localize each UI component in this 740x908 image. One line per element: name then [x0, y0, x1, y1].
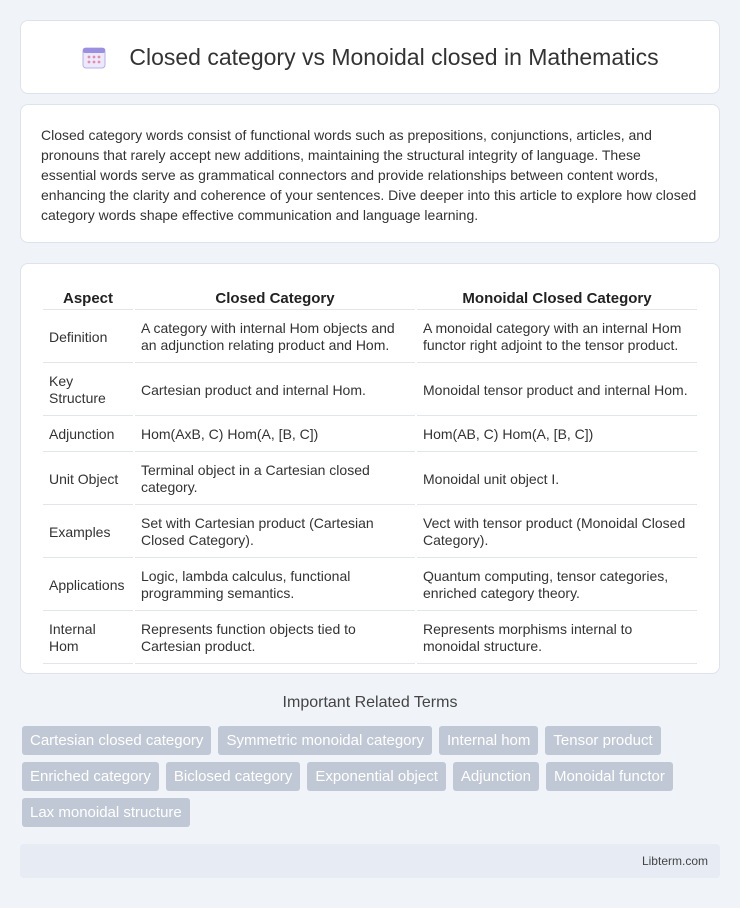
page-title: Closed category vs Monoidal closed in Mathematics [129, 43, 659, 70]
header-closed-category: Closed Category [135, 286, 415, 310]
row-monoidal-value: Hom(AB, C) Hom(A, [B, C]) [417, 418, 697, 452]
row-monoidal-value: Vect with tensor product (Monoidal Closed Category). [417, 507, 697, 558]
comparison-table [41, 284, 699, 666]
row-aspect: Unit Object [43, 454, 133, 505]
tag-adjunction[interactable]: Adjunction [453, 762, 539, 791]
calendar-grid-icon [81, 44, 107, 70]
table-row [43, 613, 697, 664]
table-row [43, 454, 697, 505]
row-monoidal-value: Quantum computing, tensor categories, enriched category theory. [417, 560, 697, 611]
row-closed-value: Set with Cartesian product (Cartesian Closed Category). [135, 507, 415, 558]
header-monoidal-closed-category: Monoidal Closed Category [417, 286, 697, 310]
table-row [43, 312, 697, 363]
title-card [20, 20, 720, 94]
row-closed-value: A category with internal Hom objects and an adjunction relating product and Hom. [135, 312, 415, 363]
row-aspect: Internal Hom [43, 613, 133, 664]
footer [20, 844, 720, 878]
tag-internal-hom[interactable]: Internal hom [439, 726, 538, 755]
footer-brand[interactable]: Libterm.com [641, 854, 708, 868]
table-row [43, 560, 697, 611]
row-monoidal-value: Monoidal tensor product and internal Hom. [417, 365, 697, 416]
row-closed-value: Logic, lambda calculus, functional programming semantics. [135, 560, 415, 611]
tag-biclosed-category[interactable]: Biclosed category [166, 762, 300, 791]
tag-symmetric-monoidal-category[interactable]: Symmetric monoidal category [218, 726, 432, 755]
tag-cartesian-closed-category[interactable]: Cartesian closed category [22, 726, 211, 755]
row-closed-value: Cartesian product and internal Hom. [135, 365, 415, 416]
related-terms-tags [22, 726, 722, 834]
row-monoidal-value: Represents morphisms internal to monoidal structure. [417, 613, 697, 664]
row-aspect: Key Structure [43, 365, 133, 416]
tag-tensor-product[interactable]: Tensor product [545, 726, 660, 755]
row-closed-value: Represents function objects tied to Cartesian product. [135, 613, 415, 664]
tag-exponential-object[interactable]: Exponential object [307, 762, 446, 791]
row-aspect: Examples [43, 507, 133, 558]
intro-text: Closed category words consist of functional words such as prepositions, conjunctions, articles, and pronouns that rarely accept new additions, maintaining the structural integrity of language. These essential words serve as grammatical connectors and provide relationships between content words, enhancing the clarity and coherence of your sentences. Dive deeper into this article to explore how closed category words shape effective communication and language learning. [41, 127, 697, 223]
comparison-table-card [20, 263, 720, 674]
table-row [43, 365, 697, 416]
related-terms-title: Important Related Terms [282, 694, 458, 711]
table-row [43, 418, 697, 452]
tag-enriched-category[interactable]: Enriched category [22, 762, 159, 791]
table-header-row [43, 286, 697, 310]
row-monoidal-value: A monoidal category with an internal Hom functor right adjoint to the tensor product. [417, 312, 697, 363]
tag-lax-monoidal-structure[interactable]: Lax monoidal structure [22, 798, 190, 827]
intro-card [20, 104, 720, 243]
header-aspect: Aspect [43, 286, 133, 310]
row-aspect: Adjunction [43, 418, 133, 452]
row-monoidal-value: Monoidal unit object I. [417, 454, 697, 505]
row-aspect: Applications [43, 560, 133, 611]
row-aspect: Definition [43, 312, 133, 363]
tag-monoidal-functor[interactable]: Monoidal functor [546, 762, 673, 791]
table-row [43, 507, 697, 558]
row-closed-value: Terminal object in a Cartesian closed category. [135, 454, 415, 505]
row-closed-value: Hom(AxB, C) Hom(A, [B, C]) [135, 418, 415, 452]
